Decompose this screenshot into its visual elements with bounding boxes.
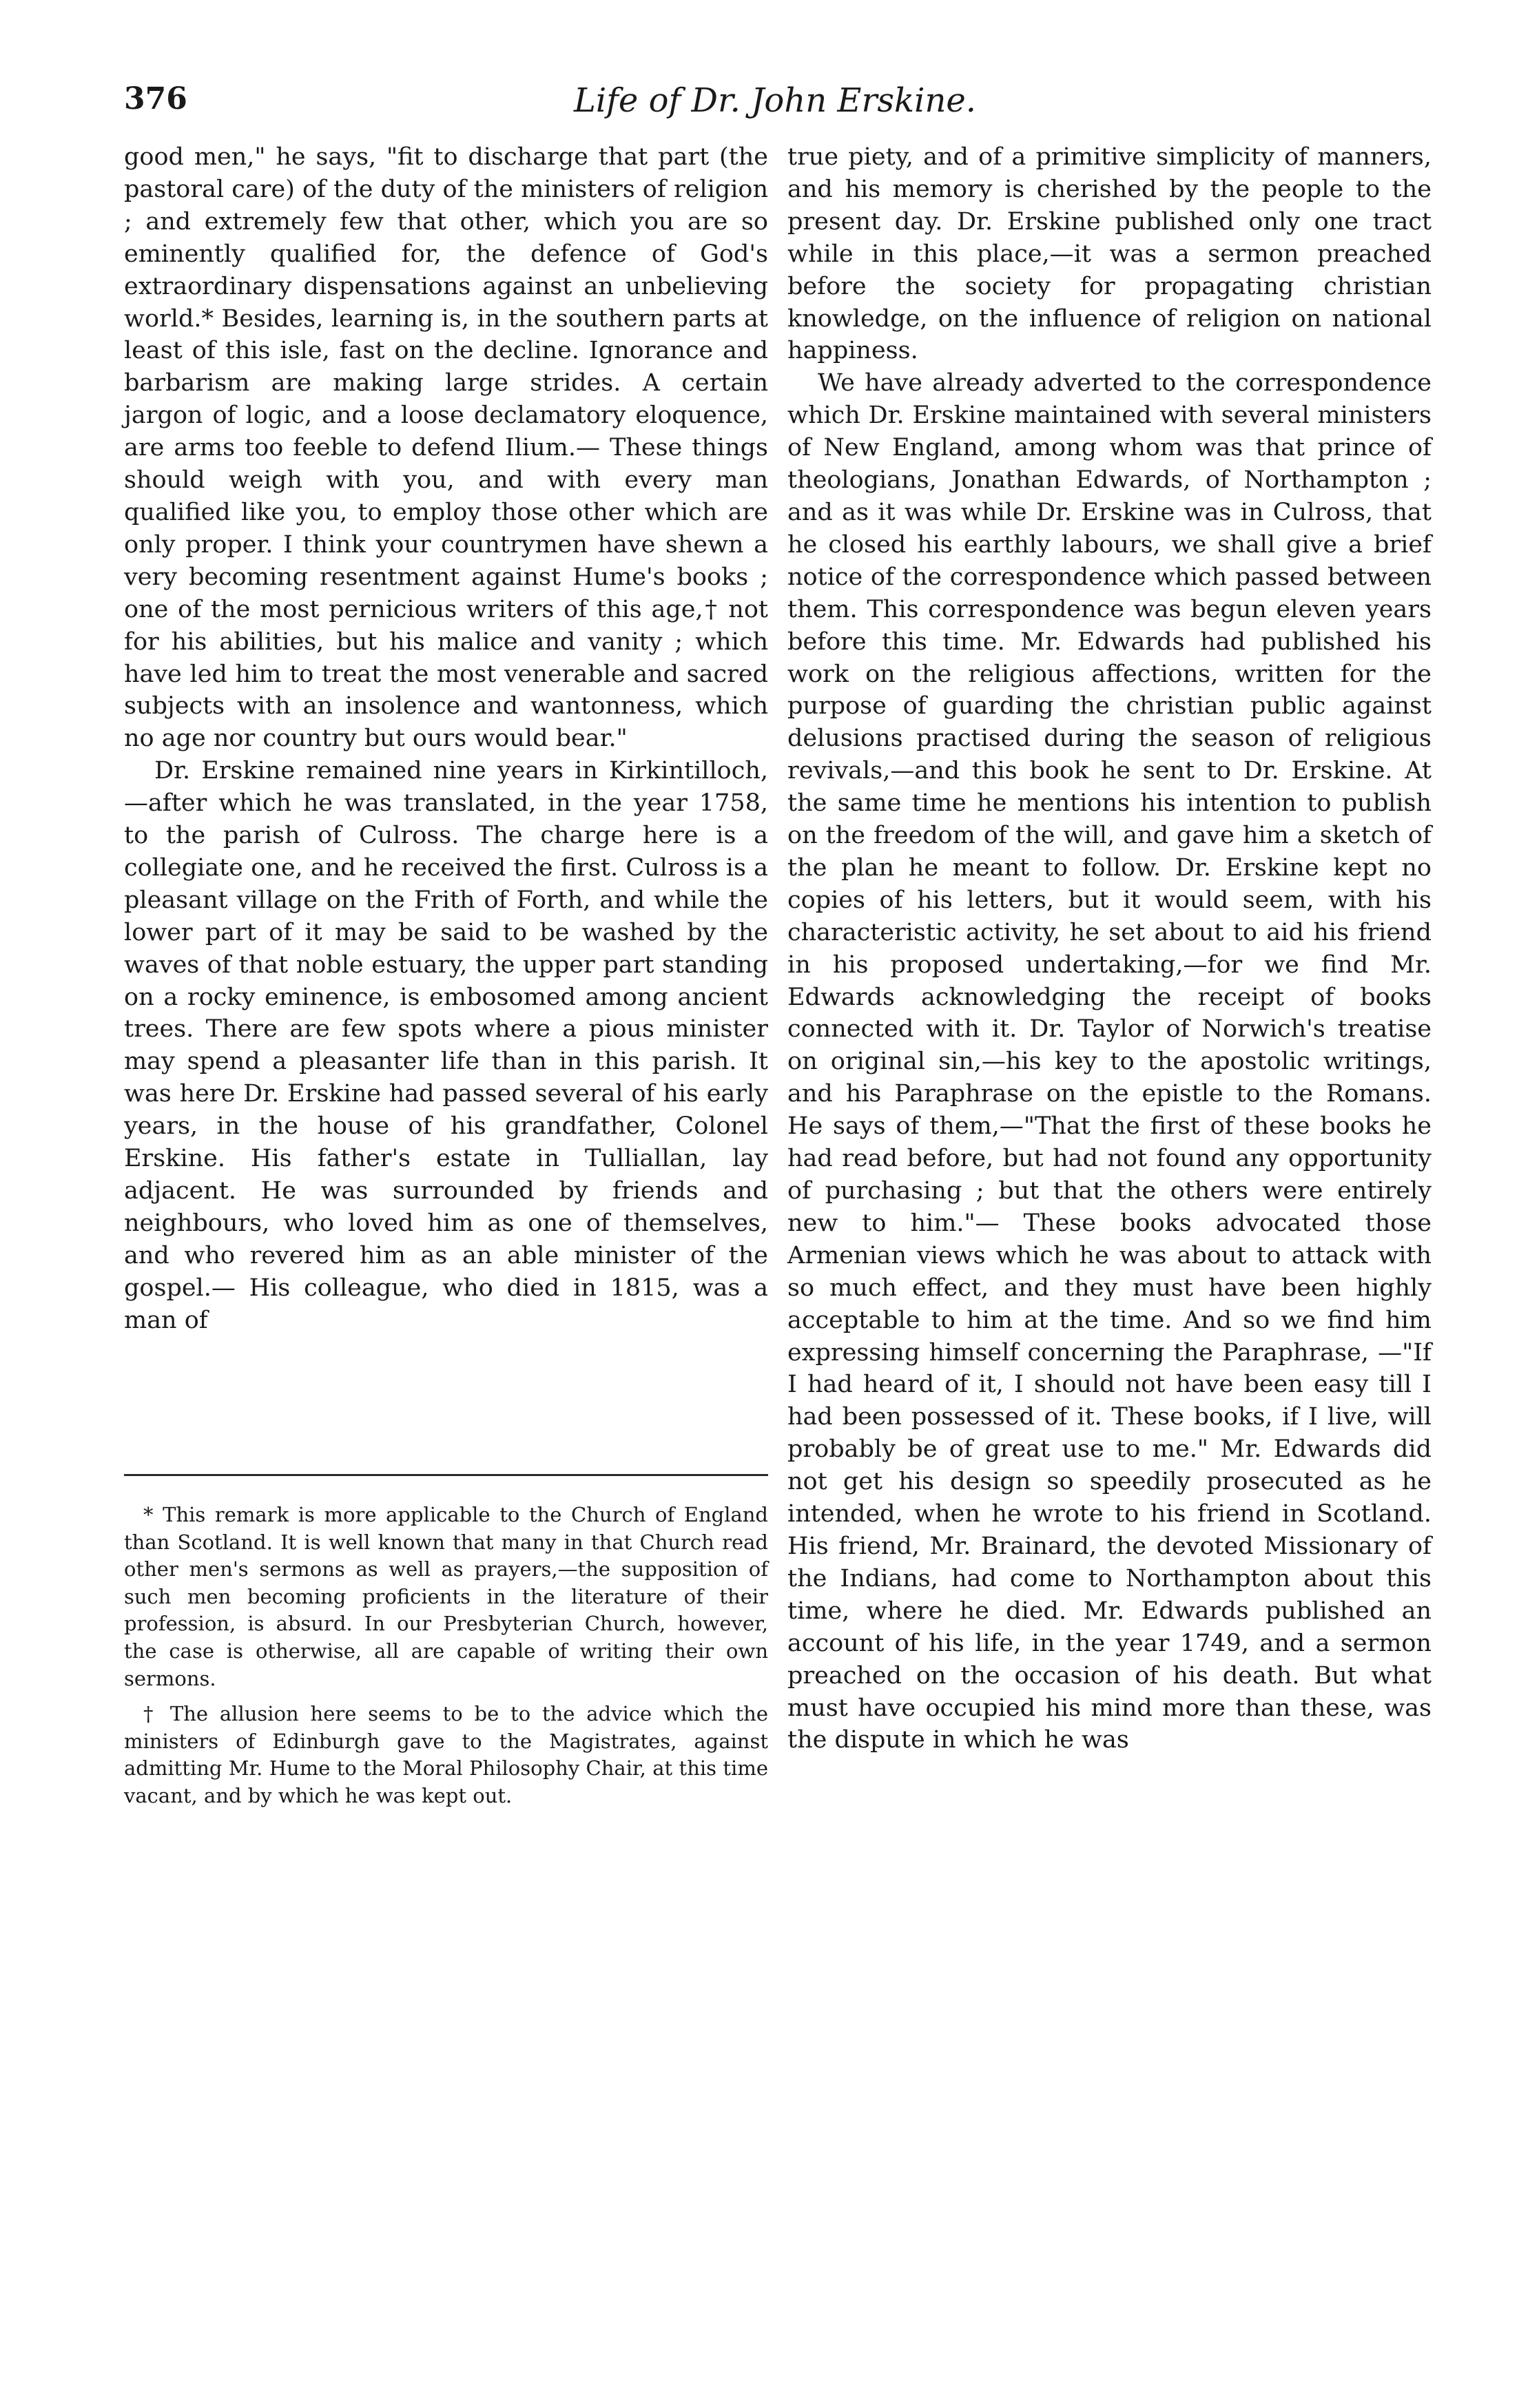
page-header [124, 81, 1426, 136]
footnotes [124, 1502, 768, 1818]
paragraph: We have already adverted to the correspondence which Dr. Erskine maintained with several ministers of New England, among whom was that prince of theologians, Jonathan Edwards, of Northampton ; and as it was while Dr. Erskine was in Culross, that he closed his earthly labours, we shall give a brief notice of the correspondence which passed between them. This correspondence was begun eleven years before this time. Mr. Edwards had published his work on the religious affections, written for the purpose of guarding the christian public against delusions practised during the season of religious revivals,—and this book he sent to Dr. Erskine. At the same time he mentions his intention to publish on the freedom of the will, and gave him a sketch of the plan he meant to follow. Dr. Erskine kept no copies of his letters, but it would seem, with his characteristic activity, he set about to aid his friend in his proposed undertaking,—for we find Mr. Edwards acknowledging the receipt of books connected with it. Dr. Taylor of Norwich's treatise on original sin,—his key to the apostolic writings, and his Paraphrase on the epistle to the Romans. He says of them,—"That the first of these books he had read before, but had not found any opportunity of purchasing ; but that the others were entirely new to him."— These books advocated those Armenian views which he was about to attack with so much effect, and they must have been highly acceptable to him at the time. And so we find him expressing himself concerning the Paraphrase, —"If I had heard of it, I should not have been easy till I had been possessed of it. These books, if I live, will probably be of great use to me." Mr. Edwards did not get his design so speedily prosecuted as he intended, when he wrote to his friend in Scotland. His friend, Mr. Brainard, the devoted Missionary of the Indians, had come to Northampton about this time, where he died. Mr. Edwards published an account of his life, in the year 1749, and a sermon preached on the occasion of his death. But what must have occupied his mind more than these, was the dispute in which he was [787, 369, 1432, 1754]
right-column [787, 141, 1432, 1756]
page-number: 376 [124, 81, 187, 116]
footnote-divider [124, 1474, 768, 1476]
running-head: Life of Dr. John Erskine. [573, 81, 977, 120]
footnote: * This remark is more applicable to the Church of England than Scotland. It is well known that many in that Church read other men's sermons as well as prayers,—the supposition of such men becoming proficients in the literature of their profession, is absurd. In our Presbyterian Church, however, the case is otherwise, all are capable of writing their own sermons. [124, 1503, 768, 1690]
footnote: † The allusion here seems to be to the advice which the ministers of Edinburgh gave to the Magistrates, against admitting Mr. Hume to the Moral Philosophy Chair, at this time vacant, and by which he was kept out. [124, 1702, 768, 1807]
paragraph: Dr. Erskine remained nine years in Kirkintilloch,—after which he was translated, in the year 1758, to the parish of Culross. The charge here is a collegiate one, and he received the first. Culross is a pleasant village on the Frith of Forth, and while the lower part of it may be said to be washed by the waves of that noble estuary, the upper part standing on a rocky eminence, is embosomed among ancient trees. There are few spots where a pious minister may spend a pleasanter life than in this parish. It was here Dr. Erskine had passed several of his early years, in the house of his grandfather, Colonel Erskine. His father's estate in Tulliallan, lay adjacent. He was surrounded by friends and neighbours, who loved him as one of themselves, and who revered him as an able minister of the gospel.— His colleague, who died in 1815, was a man of [124, 757, 768, 1334]
paragraph: true piety, and of a primitive simplicity of manners, and his memory is cherished by the people to the present day. Dr. Erskine published only one tract while in this place,—it was a sermon preached before the society for propagating christian knowledge, on the influence of religion on national happiness. [787, 143, 1432, 365]
left-column [124, 141, 768, 1337]
paragraph: good men," he says, "fit to discharge that part (the pastoral care) of the duty of the ministers of religion ; and extremely few that other, which you are so eminently qualified for, the defence of God's extraordinary dispensations against an unbelieving world.* Besides, learning is, in the southern parts at least of this isle, fast on the decline. Ignorance and barbarism are making large strides. A certain jargon of logic, and a loose declamatory eloquence, are arms too feeble to defend Ilium.— These things should weigh with you, and with every man qualified like you, to employ those other which are only proper. I think your countrymen have shewn a very becoming resentment against Hume's books ; one of the most pernicious writers of this age,† not for his abilities, but his malice and vanity ; which have led him to treat the most venerable and sacred subjects with an insolence and wantonness, which no age nor country but ours would bear." [124, 143, 768, 753]
